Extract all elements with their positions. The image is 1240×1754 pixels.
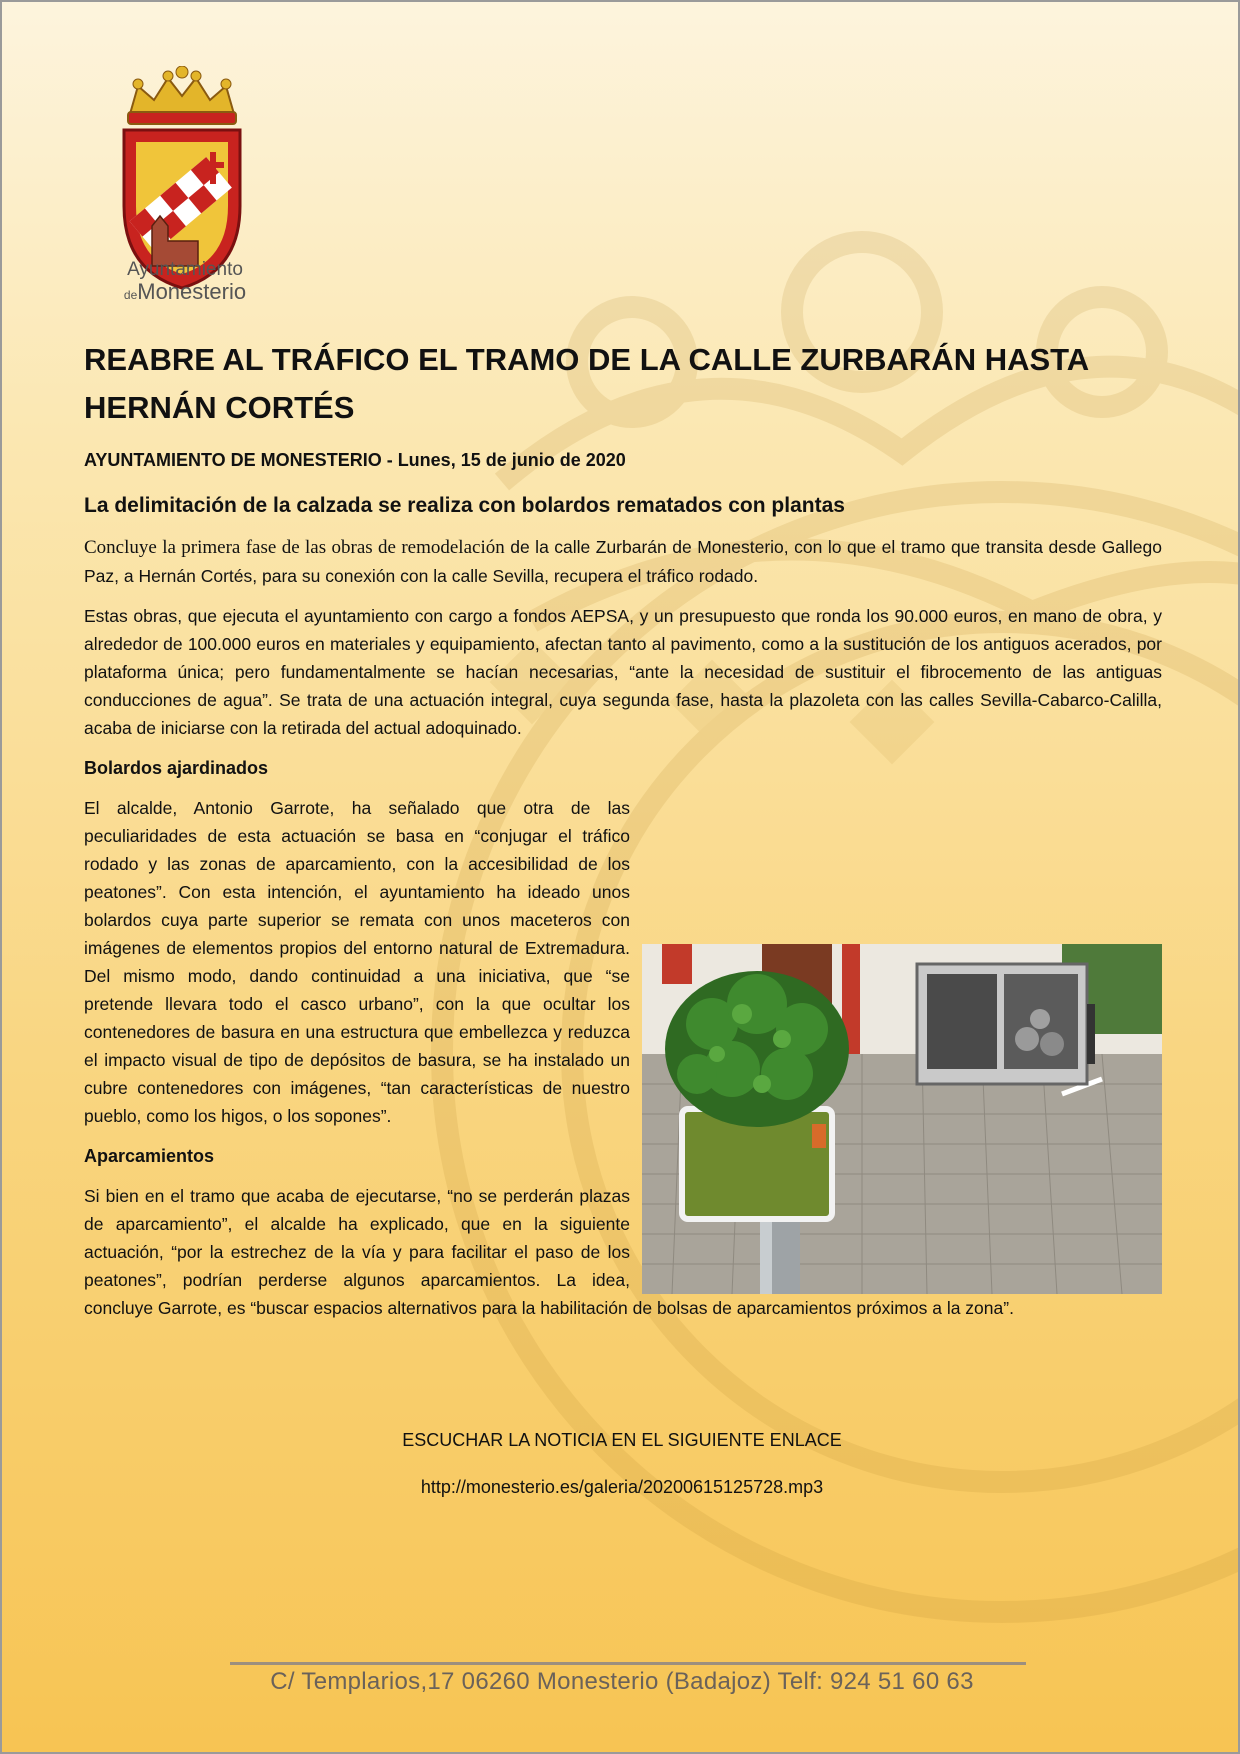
- article-dateline: AYUNTAMIENTO DE MONESTERIO - Lunes, 15 de junio de 2020: [84, 450, 626, 470]
- logo-prefix: de: [123, 288, 138, 302]
- article-subtitle: La delimitación de la calzada se realiza con bolardos rematados con plantas: [84, 494, 845, 517]
- footer-address: C/ Templarios,17 06260 Monesterio (Badajoz) Telf: 924 51 60 63: [270, 1668, 974, 1695]
- logo-line-2: [110, 281, 260, 303]
- lead-rest-text: de la calle Zurbarán de Monesterio, con lo que el tramo que transita desde Gallego Paz, a Hernán Cortés, para su conexión con la calle Sevilla, recupera el tráfico rodado.: [84, 537, 1163, 586]
- paragraph-parking: Si bien en el tramo que acaba de ejecutarse, “no se perderán plazas de aparcamiento”, el alcalde ha explicado, que en la siguiente actuación, “por la estrechez de la vía y para facilitar el paso de los peatones”, podrían perderse algunos aparcamientos. La idea, concluye Garrote, es “buscar espacios alternativos para la habilitación de bolsas de aparcamientos próximos a la zona”.: [84, 1186, 1014, 1318]
- lead-serif-text: Concluye la primera fase de las obras de remodelación: [84, 537, 505, 558]
- paragraph-budget: Estas obras, que ejecuta el ayuntamiento con cargo a fondos AEPSA, y un presupuesto que ronda los 90.000 euros, en mano de obra, y alrededor de 100.000 euros en materiales y equipamiento, afectan tanto al pavimento, como a la sustitución de los antiguos acerados, por plataforma única; pero fundamentalmente se hacían necesarias, “ante la necesidad de sustituir el fibrocemento de las antiguas conducciones de agua”. Se trata de una actuación integral, cuya segunda fase, hasta la plazoleta con las calles Sevilla-Cabarco-Calilla, acaba de iniciarse con la retirada del actual adoquinado.: [84, 606, 1162, 738]
- bollard-planter-photo: [642, 944, 1162, 1294]
- paragraph-mayor: El alcalde, Antonio Garrote, ha señalado que otra de las peculiaridades de esta actuación se basa en “conjugar el tráfico rodado y las zonas de aparcamiento, con la accesibilidad de los peatones”. Con esta intención, el ayuntamiento ha ideado unos bolardos cuya parte superior se remata con unos maceteros con imágenes de elementos propios del entorno natural de Extremadura. Del mismo modo, dando continuidad a una iniciativa, que “se pretende llevara todo el casco urbano”, con la que ocultar los contenedores de basura en una estructura que embellezca y reduzca el impacto visual de tipo de depósitos de basura, se ha instalado un cubre contenedores con imágenes, “tan características de nuestro pueblo, como los higos, o los sopones”.: [84, 798, 630, 1126]
- section-heading-bolardos: Bolardos ajardinados: [84, 758, 269, 778]
- article-title: REABRE AL TRÁFICO EL TRAMO DE LA CALLE ZURBARÁN HASTA HERNÁN CORTÉS: [84, 342, 1089, 425]
- logo-wordmark: [110, 260, 260, 303]
- section-heading-aparcamientos: Aparcamientos: [84, 1146, 215, 1166]
- footer-divider: [230, 1662, 1026, 1665]
- article-body: [84, 533, 1162, 1334]
- audio-link[interactable]: http://monesterio.es/galeria/20200615125728.mp3: [420, 1477, 824, 1497]
- lead-paragraph: [84, 533, 1162, 590]
- logo-line-1: Ayuntamiento: [127, 259, 243, 280]
- audio-label: ESCUCHAR LA NOTICIA EN EL SIGUIENTE ENLACE: [402, 1430, 842, 1450]
- logo-town: Monesterio: [137, 279, 247, 304]
